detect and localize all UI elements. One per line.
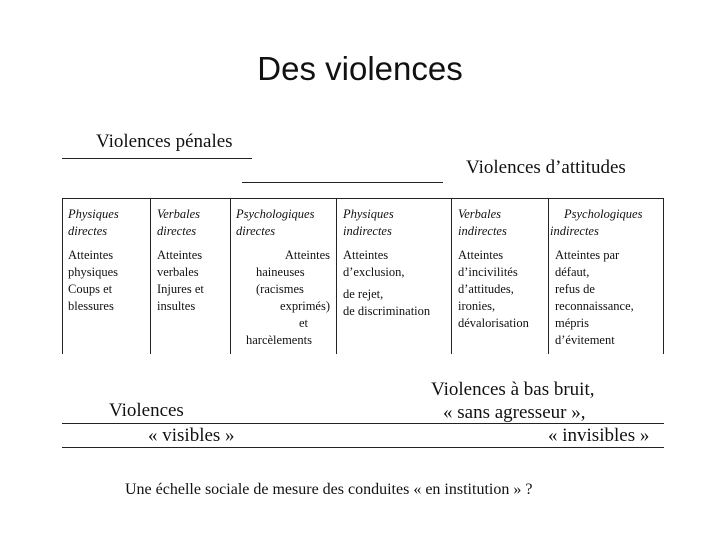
column-separator: [451, 198, 452, 354]
column-separator: [150, 198, 151, 354]
column-verbales-indirectes: [458, 206, 546, 332]
column-description: Atteintes physiques Coups et blessures: [68, 248, 118, 313]
scale-rule-top: [62, 423, 664, 424]
column-type: Physiques directes: [68, 207, 119, 238]
table-top-rule: [62, 198, 664, 199]
label-bas-bruit: Violences à bas bruit,: [431, 379, 595, 400]
header-violences-penales: Violences pénales: [96, 131, 233, 152]
label-sans-agresseur: « sans agresseur »,: [443, 402, 586, 423]
column-separator: [230, 198, 231, 354]
column-psychologiques-directes: [236, 206, 330, 349]
column-type: Verbales indirectes: [458, 207, 507, 238]
label-invisibles: « invisibles »: [548, 425, 650, 446]
column-description: Atteintes haineuses (racismes exprimés) et harcèlements: [246, 248, 330, 347]
header-violences-attitudes: Violences d’attitudes: [466, 157, 626, 178]
column-separator: [336, 198, 337, 354]
label-violences: Violences: [109, 400, 184, 421]
scale-rule-bottom: [62, 447, 664, 448]
column-type: Physiques indirectes: [343, 207, 394, 238]
column-type: Psychologiques directes: [236, 207, 315, 238]
header-middle-line: [242, 182, 443, 183]
footer-question: Une échelle sociale de mesure des conduites « en institution » ?: [125, 481, 533, 498]
column-type: Psychologiques indirectes: [550, 207, 643, 238]
header-penales-underline: [62, 158, 252, 159]
column-separator: [62, 198, 63, 354]
column-type: Verbales directes: [157, 207, 201, 238]
column-description: Atteintes par défaut, refus de reconnaissance, mépris d’évitement: [555, 248, 634, 347]
column-verbales-directes: [157, 206, 229, 315]
column-physiques-indirectes: [343, 206, 449, 320]
slide-title: Des violences: [257, 50, 463, 87]
label-visibles: « visibles »: [148, 425, 235, 446]
column-separator: [663, 198, 664, 354]
column-physiques-directes: [68, 206, 148, 315]
column-psychologiques-indirectes: [550, 206, 662, 349]
column-description: Atteintes verbales Injures et insultes: [157, 248, 204, 313]
column-description: Atteintes d’incivilités d’attitudes, ironies, dévalorisation: [458, 248, 529, 330]
column-separator: [548, 198, 549, 354]
column-description: Atteintes d’exclusion, de rejet, de discrimination: [343, 248, 431, 318]
